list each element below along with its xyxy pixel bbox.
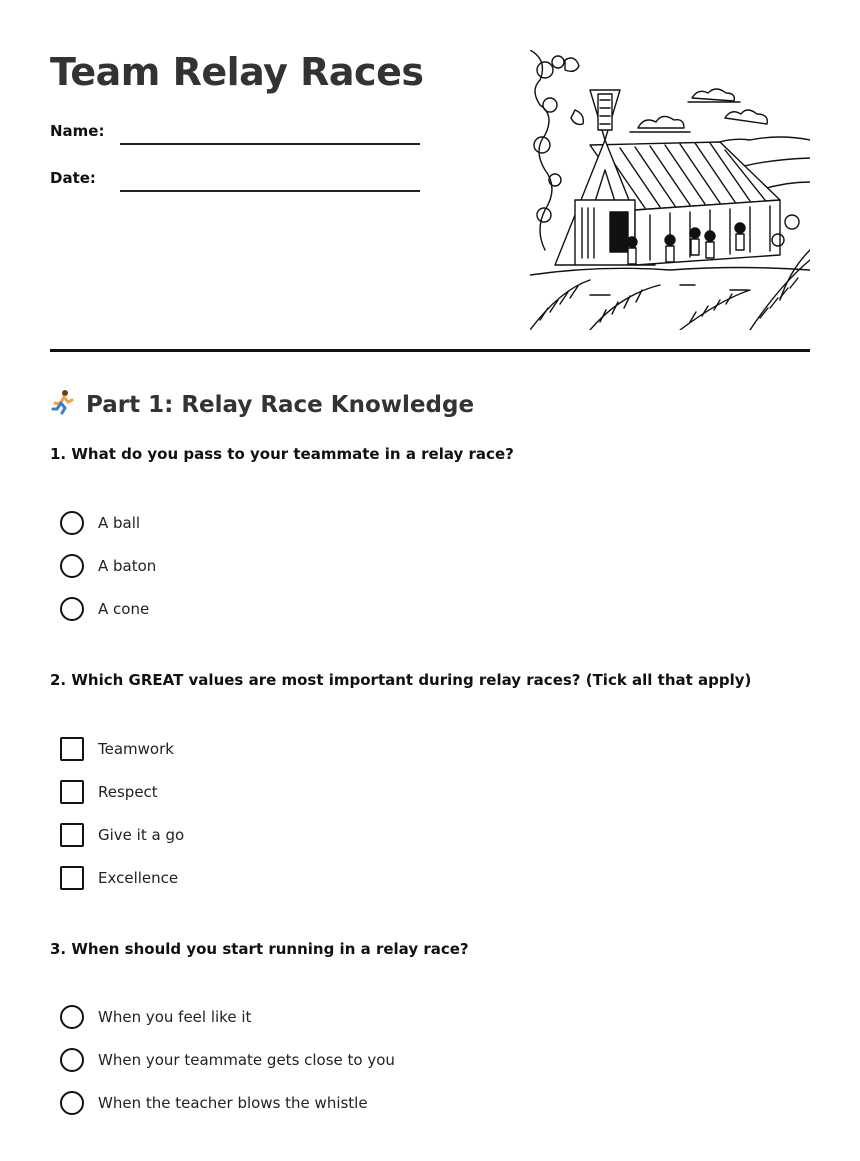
radio-button[interactable] bbox=[60, 1005, 84, 1029]
checkbox[interactable] bbox=[60, 780, 84, 804]
option-label: A cone bbox=[98, 600, 150, 618]
q3-option-whistle[interactable] bbox=[60, 1091, 368, 1115]
option-label: When you feel like it bbox=[98, 1008, 252, 1026]
question-2: 2. Which GREAT values are most important during relay races? (Tick all that apply) bbox=[50, 671, 752, 689]
date-label: Date: bbox=[50, 169, 96, 187]
option-label: Excellence bbox=[98, 869, 179, 887]
question-3: 3. When should you start running in a relay race? bbox=[50, 940, 469, 958]
q3-option-feel-like-it[interactable] bbox=[60, 1005, 251, 1029]
section-divider bbox=[50, 349, 810, 352]
q2-option-give-it-a-go[interactable] bbox=[60, 823, 184, 847]
date-field[interactable] bbox=[120, 190, 420, 192]
option-label: Teamwork bbox=[98, 740, 174, 758]
q1-option-ball[interactable] bbox=[60, 511, 140, 535]
runner-icon bbox=[50, 389, 78, 421]
option-label: A baton bbox=[98, 557, 157, 575]
name-label: Name: bbox=[50, 122, 105, 140]
meeting-house-illustration bbox=[530, 50, 810, 330]
q2-option-teamwork[interactable] bbox=[60, 737, 174, 761]
q2-option-respect[interactable] bbox=[60, 780, 158, 804]
part-1-heading bbox=[50, 389, 474, 421]
q3-option-teammate-close[interactable] bbox=[60, 1048, 395, 1072]
radio-button[interactable] bbox=[60, 1091, 84, 1115]
name-field[interactable] bbox=[120, 143, 420, 145]
q1-option-baton[interactable] bbox=[60, 554, 156, 578]
option-label: Give it a go bbox=[98, 826, 185, 844]
checkbox[interactable] bbox=[60, 737, 84, 761]
checkbox[interactable] bbox=[60, 866, 84, 890]
radio-button[interactable] bbox=[60, 1048, 84, 1072]
radio-button[interactable] bbox=[60, 597, 84, 621]
option-label: When your teammate gets close to you bbox=[98, 1051, 395, 1069]
radio-button[interactable] bbox=[60, 511, 84, 535]
option-label: Respect bbox=[98, 783, 158, 801]
option-label: A ball bbox=[98, 514, 141, 532]
option-label: When the teacher blows the whistle bbox=[98, 1094, 368, 1112]
q2-option-excellence[interactable] bbox=[60, 866, 178, 890]
question-1: 1. What do you pass to your teammate in a relay race? bbox=[50, 445, 514, 463]
radio-button[interactable] bbox=[60, 554, 84, 578]
checkbox[interactable] bbox=[60, 823, 84, 847]
part-1-heading-text: Part 1: Relay Race Knowledge bbox=[86, 392, 475, 418]
worksheet-title: Team Relay Races bbox=[50, 50, 424, 94]
q1-option-cone[interactable] bbox=[60, 597, 149, 621]
